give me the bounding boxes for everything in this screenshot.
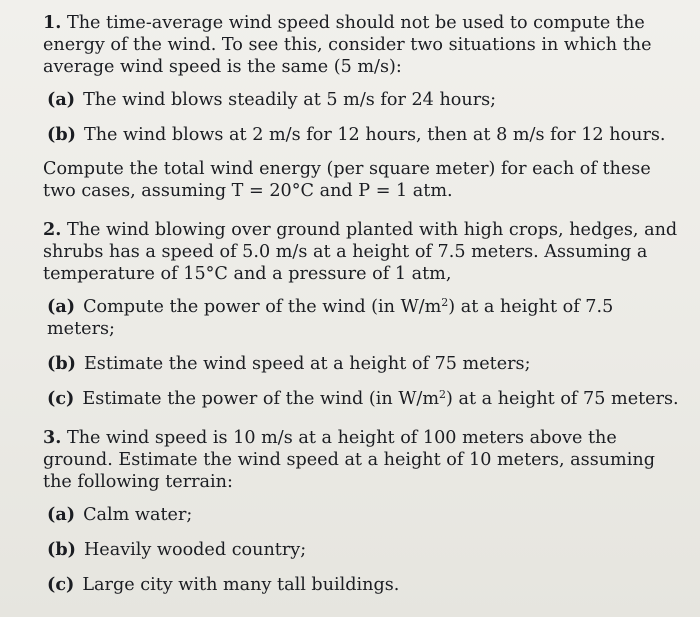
item-text-pre: Estimate the power of the wind (in W/m	[82, 389, 440, 409]
problem-1	[43, 12, 682, 202]
problem-1-item-a	[43, 89, 682, 111]
superscript: 2	[441, 296, 449, 309]
item-text: The wind blows at 2 m/s for 12 hours, then at 8 m/s for 12 hours.	[83, 125, 666, 145]
problem-1-text: The time-average wind speed should not be used to compute the energy of the wind. To see this, consider two situations in which the average wind speed is the same (5 m/s):	[43, 13, 652, 77]
item-text-post: ) at a height of 7.5 meters;	[47, 297, 614, 339]
problem-1-followup: Compute the total wind energy (per square meter) for each of these two cases, assuming T = 20°C and P = 1 atm.	[43, 159, 651, 201]
item-label: (b)	[47, 124, 76, 145]
problem-2-item-c	[43, 388, 682, 410]
item-label: (a)	[47, 89, 76, 110]
problem-2-item-b	[43, 353, 682, 375]
item-label: (b)	[47, 539, 76, 560]
item-text: Estimate the wind speed at a height of 75 meters;	[83, 354, 531, 374]
item-text: Heavily wooded country;	[83, 540, 307, 560]
problem-2-item-a	[43, 296, 682, 340]
problem-2-text: The wind blowing over ground planted with high crops, hedges, and shrubs has a speed of 5.0 m/s at a height of 7.5 meters. Assuming a temperature of 15°C and a pressure of 1 atm,	[43, 220, 678, 284]
item-label: (c)	[47, 574, 75, 595]
item-text-post: ) at a height of 75 meters.	[446, 389, 679, 409]
problem-1-statement	[43, 12, 682, 78]
problem-3-item-c	[43, 574, 682, 596]
problem-3-text: The wind speed is 10 m/s at a height of 100 meters above the ground. Estimate the wind speed at a height of 10 meters, assuming the following terrain:	[43, 428, 655, 492]
item-text: Large city with many tall buildings.	[82, 575, 400, 595]
problem-3-item-b	[43, 539, 682, 561]
problem-2-number: 2.	[43, 219, 62, 240]
problem-1-number: 1.	[43, 12, 62, 33]
problem-3-number: 3.	[43, 427, 62, 448]
superscript: 2	[439, 388, 447, 401]
problem-3-item-a	[43, 504, 682, 526]
item-label: (c)	[47, 388, 75, 409]
item-text-pre: Compute the power of the wind (in W/m	[83, 297, 442, 317]
item-text: Calm water;	[83, 505, 193, 525]
item-label: (a)	[47, 504, 76, 525]
problem-3-statement	[43, 427, 682, 493]
item-label: (a)	[47, 296, 76, 317]
problem-2-statement	[43, 219, 682, 285]
problem-3	[43, 427, 682, 596]
problem-2	[43, 219, 682, 410]
item-text: The wind blows steadily at 5 m/s for 24 hours;	[83, 90, 497, 110]
problem-1-item-b	[43, 124, 682, 146]
item-label: (b)	[47, 353, 76, 374]
